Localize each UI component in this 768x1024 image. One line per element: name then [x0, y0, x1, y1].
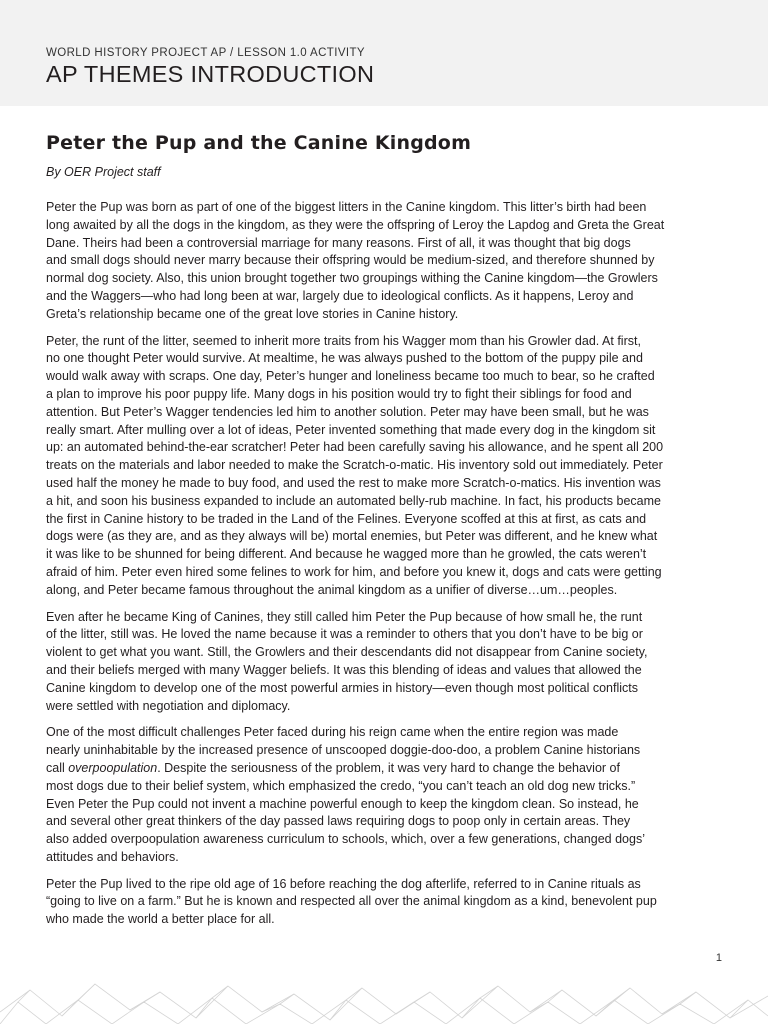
paragraph-line: who made the world a better place for all.	[46, 912, 275, 927]
paragraph-line: the first in Canine history to be traded in the Land of the Felines. Everyone scoffed at this at first, as cats and	[46, 511, 647, 526]
paragraph-line: also added overpoopulation awareness curriculum to schools, which, over a few generations, changed dogs’	[46, 832, 645, 847]
paragraph-line: and their beliefs merged with many Wagger beliefs. It was this blending of ideas and values that allowed the	[46, 662, 642, 677]
paragraph-line: no one thought Peter would survive. At mealtime, he was always pushed to the bottom of the puppy pile and	[46, 351, 643, 366]
body-paragraph	[46, 333, 726, 600]
byline: By OER Project staff	[46, 165, 161, 179]
paragraph-line: normal dog society. Also, this union brought together two groupings withing the Canine kingdom—the Growlers	[46, 271, 658, 286]
paragraph-line: One of the most difficult challenges Peter faced during his reign came when the entire region was made	[46, 725, 619, 740]
paragraph-line: violent to get what you want. Still, the Growlers and their descendants did not disappear from Canine society,	[46, 645, 648, 660]
course-kicker: WORLD HISTORY PROJECT AP / LESSON 1.0 ACTIVITY	[46, 47, 365, 59]
page-number: 1	[715, 952, 722, 964]
body-paragraph	[46, 876, 726, 929]
paragraph-line: attitudes and behaviors.	[46, 849, 179, 864]
paragraph-line: nearly uninhabitable by the increased presence of unscooped doggie-doo-doo, a problem Canine historians	[46, 743, 641, 758]
paragraph-line: of the litter, still was. He loved the name because it was a reminder to others that you don’t have to be big or	[46, 627, 643, 642]
paragraph-line: were settled with negotiation and diplomacy.	[46, 698, 291, 713]
paragraph-line: dogs were (as they are, and as they always will be) mortal enemies, but Peter was different, and he knew what	[46, 529, 658, 544]
paragraph-line: Canine kingdom to develop one of the most powerful armies in history—even though most political conflicts	[46, 680, 638, 695]
paragraph-line: “going to live on a farm.” But he is known and respected all over the animal kingdom as a kind, benevolent pup	[46, 894, 657, 909]
paragraph-line: up: an automated behind-the-ear scratcher! Peter had been carefully saving his allowance, and he spent all 200	[46, 440, 664, 455]
paragraph-line: a plan to improve his poor puppy life. Many dogs in his position would try to fight their siblings for food and	[46, 386, 632, 401]
paragraph-line: used half the money he made to buy food, and used the rest to make more Scratch-o-matics. His invention was	[46, 475, 661, 490]
paragraph-line: Dane. Theirs had been a controversial marriage for many reasons. First of all, it was thought that big dogs	[46, 235, 631, 250]
paragraph-line: call overpoopulation. Despite the seriousness of the problem, it was very hard to change the behavior of	[46, 760, 620, 775]
paragraph-line: it was like to be shunned for being different. And because he wagged more than he growled, the cats weren’t	[46, 547, 647, 562]
article-body	[46, 199, 726, 938]
body-paragraph	[46, 609, 726, 716]
paragraph-line: and the Waggers—who had long been at war, largely due to ideological conflicts. As it happens, Leroy and	[46, 288, 634, 303]
paragraph-line: Peter, the runt of the litter, seemed to inherit more traits from his Wagger mom than his Growler dad. At first,	[46, 333, 641, 348]
body-paragraph	[46, 199, 726, 324]
footer-geometric-pattern	[0, 972, 768, 1024]
paragraph-line: Even Peter the Pup could not invent a machine powerful enough to keep the kingdom clean. So instead, he	[46, 796, 639, 811]
paragraph-line: Even after he became King of Canines, they still called him Peter the Pup because of how small he, the runt	[46, 609, 643, 624]
paragraph-line: most dogs due to their belief system, which emphasized the credo, “you can’t teach an old dog new tricks.”	[46, 778, 636, 793]
paragraph-line: would walk away with scraps. One day, Peter’s hunger and loneliness became too much to bear, so he crafted	[46, 369, 655, 384]
paragraph-line: afraid of him. Peter even hired some felines to work for him, and before you knew it, dogs and cats were getting	[46, 564, 662, 579]
paragraph-line: a hit, and soon his business expanded to include an automated belly-rub machine. In fact, his products became	[46, 493, 661, 508]
paragraph-line: attention. But Peter’s Wagger tendencies led him to another solution. Peter may have been small, but he was	[46, 404, 649, 419]
activity-title: AP THEMES INTRODUCTION	[46, 61, 375, 87]
paragraph-line: long awaited by all the dogs in the kingdom, as they were the offspring of Leroy the Lapdog and Greta the Great	[46, 217, 665, 232]
paragraph-line: really smart. After mulling over a lot of ideas, Peter invented something that made every dog in the kingdom sit	[46, 422, 656, 437]
paragraph-line: and several other great thinkers of the day passed laws requiring dogs to poop only in certain areas. They	[46, 814, 631, 829]
paragraph-line: treats on the materials and labor needed to make the Scratch-o-matic. His inventory sold out immediately. Peter	[46, 458, 663, 473]
body-paragraph	[46, 724, 726, 866]
paragraph-line: along, and Peter became famous throughout the animal kingdom as a unifier of diverse…um…peoples.	[46, 582, 618, 597]
paragraph-line: Greta’s relationship became one of the great love stories in Canine history.	[46, 306, 459, 321]
paragraph-line: Peter the Pup was born as part of one of the biggest litters in the Canine kingdom. This litter’s birth had been	[46, 200, 647, 214]
article-title: Peter the Pup and the Canine Kingdom	[46, 132, 472, 154]
paragraph-line: Peter the Pup lived to the ripe old age of 16 before reaching the dog afterlife, referred to in Canine rituals as	[46, 876, 641, 891]
paragraph-line: and small dogs should never marry because their offspring would be medium-sized, and therefore shunned by	[46, 253, 655, 268]
